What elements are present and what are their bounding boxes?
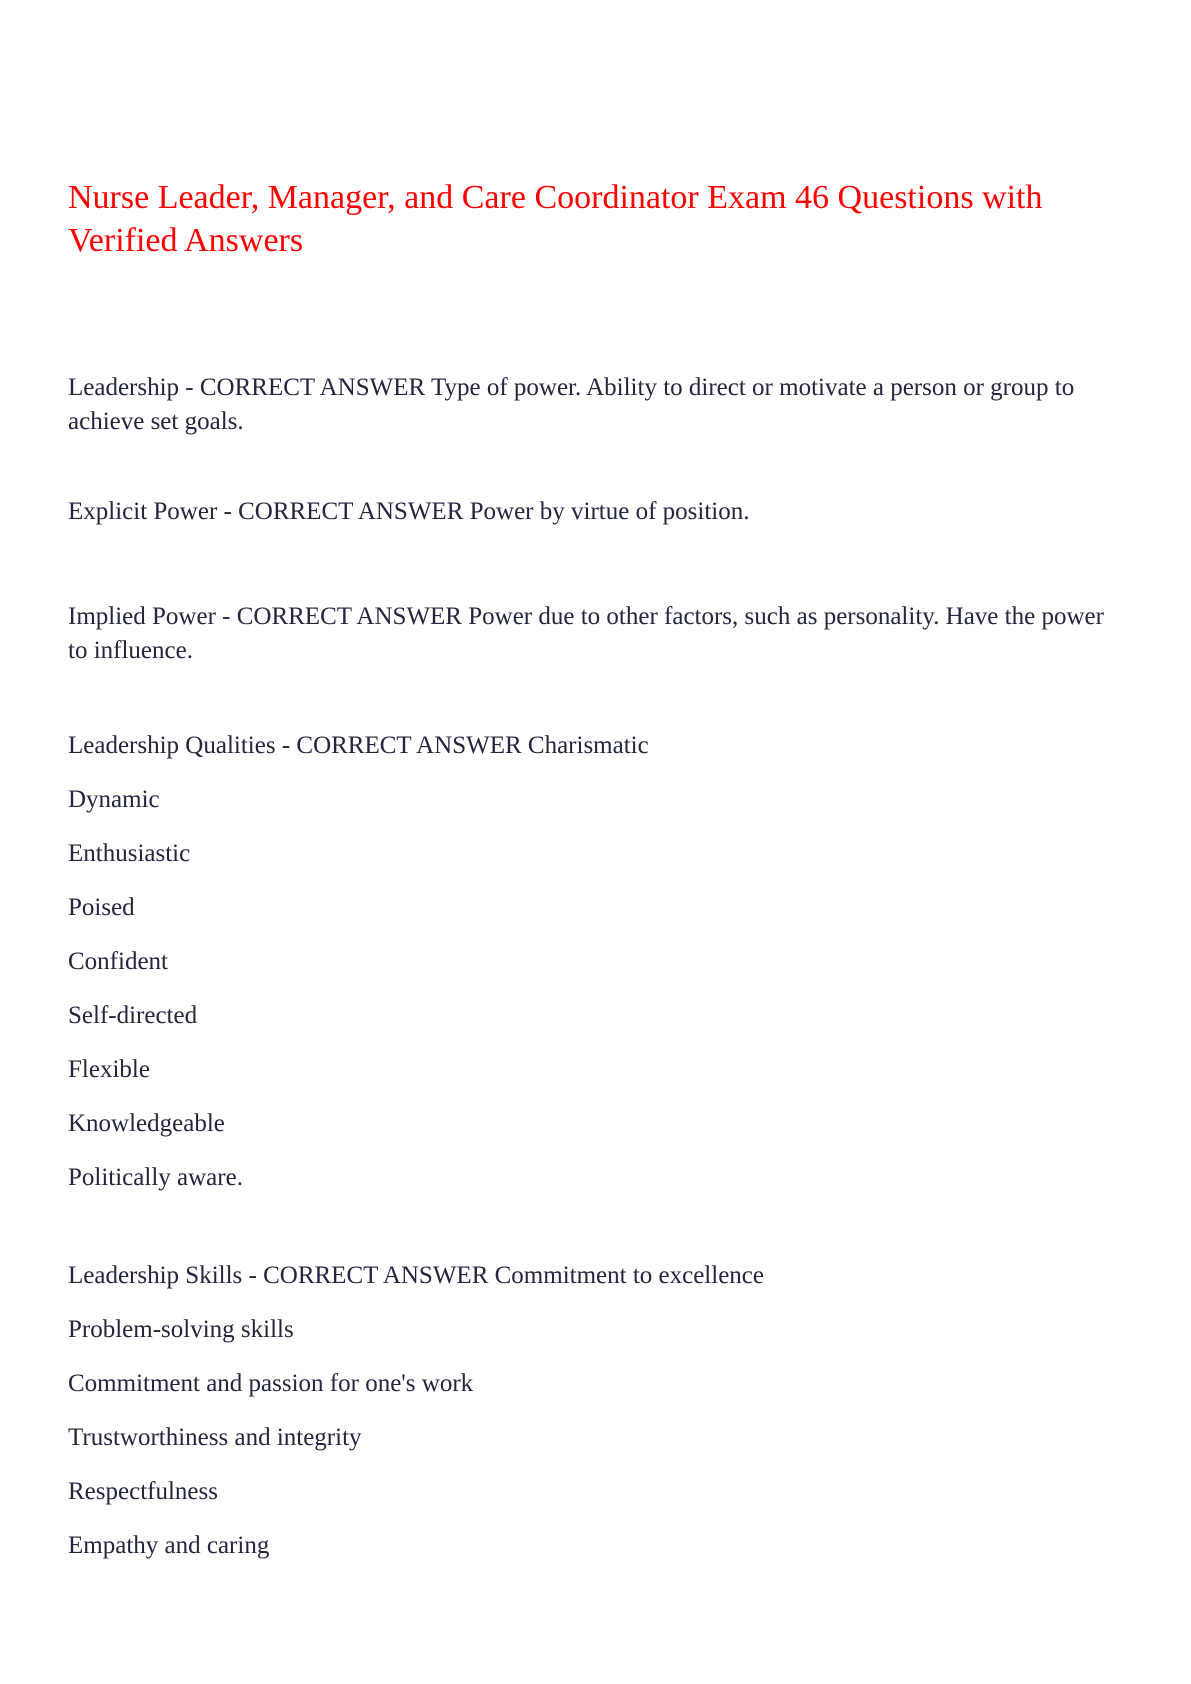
list-item: Enthusiastic (68, 840, 191, 867)
list-item: Flexible (68, 1056, 150, 1083)
list-item: Knowledgeable (68, 1110, 225, 1137)
list-item: Poised (68, 894, 135, 921)
list-item: Confident (68, 948, 168, 975)
list-item: Commitment and passion for one's work (68, 1370, 474, 1397)
list-item: Self-directed (68, 1002, 198, 1029)
list-item: Respectfulness (68, 1478, 218, 1505)
list-item: Politically aware. (68, 1164, 243, 1191)
entry-implied-power: Implied Power - CORRECT ANSWER Power due to other factors, such as personality. Have the power to influence. (68, 603, 1104, 664)
entry-leadership-qualities: Leadership Qualities - CORRECT ANSWER Charismatic (68, 732, 649, 759)
list-item: Empathy and caring (68, 1532, 270, 1559)
entry-leadership-skills: Leadership Skills - CORRECT ANSWER Commitment to excellence (68, 1262, 764, 1289)
entry-leadership: Leadership - CORRECT ANSWER Type of power. Ability to direct or motivate a person or group to achieve set goals. (68, 374, 1075, 435)
entry-explicit-power: Explicit Power - CORRECT ANSWER Power by virtue of position. (68, 498, 750, 525)
document-title: Nurse Leader, Manager, and Care Coordinator Exam 46 Questions with Verified Answers (68, 179, 1043, 259)
list-item: Dynamic (68, 786, 160, 813)
list-item: Problem-solving skills (68, 1316, 294, 1343)
list-item: Trustworthiness and integrity (68, 1424, 362, 1451)
